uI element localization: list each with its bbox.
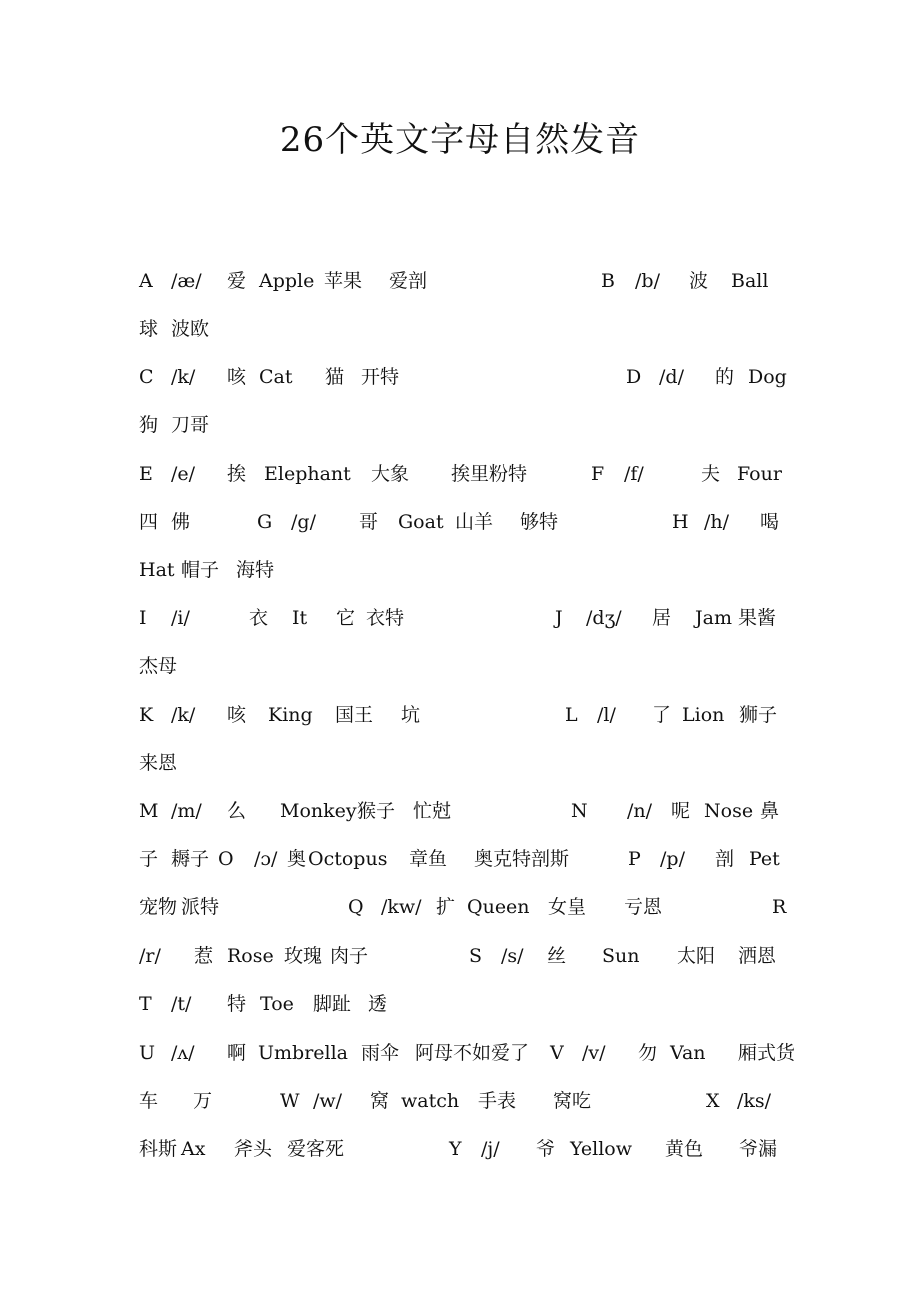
text-token: Nose — [704, 800, 754, 822]
text-token: /n/ — [627, 800, 653, 822]
text-token: 奥克特剖斯 — [474, 848, 570, 870]
text-token: 宠物 — [139, 896, 178, 918]
text-token: 勿 — [638, 1042, 658, 1064]
text-token: /ks/ — [737, 1090, 772, 1112]
text-token: 够特 — [520, 511, 559, 533]
text-token: 厢式货 — [738, 1042, 796, 1064]
text-token: 女皇 — [548, 896, 587, 918]
text-token: 波欧 — [171, 318, 210, 340]
text-token: U — [139, 1042, 156, 1064]
text-token: 章鱼 — [409, 848, 448, 870]
text-token: 太阳 — [677, 945, 716, 967]
text-token: 亏恩 — [624, 896, 663, 918]
text-line — [139, 989, 781, 1019]
text-token: T — [139, 993, 152, 1015]
text-token: Apple — [259, 270, 315, 292]
text-token: 杰母 — [139, 655, 178, 677]
text-token: /i/ — [171, 607, 190, 629]
text-token: /k/ — [171, 366, 196, 388]
text-token: Monkey — [280, 800, 357, 822]
text-line — [139, 314, 781, 344]
text-token: 派特 — [181, 896, 220, 918]
text-token: Van — [670, 1042, 706, 1064]
text-token: N — [571, 800, 588, 822]
text-line — [139, 892, 787, 922]
text-token: 车 — [139, 1090, 159, 1112]
text-token: 狗 — [139, 414, 159, 436]
text-token: P — [628, 848, 641, 870]
text-token: It — [292, 607, 308, 629]
text-token: /h/ — [704, 511, 730, 533]
text-token: 爷漏 — [739, 1138, 778, 1160]
text-token: L — [565, 704, 578, 726]
text-token: S — [469, 945, 483, 967]
text-token: /ʌ/ — [171, 1042, 195, 1064]
text-token: 哥 — [359, 511, 379, 533]
text-token: F — [591, 463, 605, 485]
text-line — [139, 941, 781, 971]
text-token: 球 — [139, 318, 159, 340]
text-token: 刀哥 — [171, 414, 210, 436]
text-token: Cat — [259, 366, 293, 388]
text-token: /s/ — [501, 945, 524, 967]
text-token: 惹 — [194, 945, 214, 967]
text-token: B — [601, 270, 615, 292]
text-token: M — [139, 800, 159, 822]
text-token: Jam — [695, 607, 732, 629]
text-token: /b/ — [635, 270, 660, 292]
text-token: 了 — [652, 704, 672, 726]
text-token: 猫 — [325, 366, 345, 388]
text-token: 帽子 — [181, 559, 220, 581]
text-token: 爱 — [227, 270, 247, 292]
text-token: /ɔ/ — [254, 848, 278, 870]
text-line — [139, 1086, 781, 1116]
text-line — [139, 1038, 796, 1068]
text-token: 特 — [227, 993, 247, 1015]
text-token: 剖 — [715, 848, 735, 870]
text-token: 波 — [689, 270, 709, 292]
text-token: 来恩 — [139, 752, 178, 774]
text-line — [139, 266, 781, 296]
text-token: Hat — [139, 559, 175, 581]
text-token: 咳 — [227, 366, 247, 388]
text-token: Yellow — [570, 1138, 632, 1160]
text-token: watch — [401, 1090, 460, 1112]
text-token: 佛 — [171, 511, 191, 533]
text-token: Lion — [682, 704, 725, 726]
text-token: /k/ — [171, 704, 196, 726]
text-token: 衣 — [249, 607, 269, 629]
text-token: G — [257, 511, 273, 533]
text-token: 挨 — [227, 463, 247, 485]
text-line — [139, 700, 781, 730]
text-token: 扩 — [436, 896, 456, 918]
text-token: I — [139, 607, 147, 629]
text-line — [139, 459, 781, 489]
text-token: K — [139, 704, 154, 726]
text-token: A — [139, 270, 153, 292]
text-token: /g/ — [291, 511, 316, 533]
text-token: King — [268, 704, 313, 726]
text-token: 居 — [652, 607, 672, 629]
text-token: Four — [737, 463, 782, 485]
text-token: 衣特 — [366, 607, 405, 629]
text-token: /r/ — [139, 945, 161, 967]
text-token: /t/ — [171, 993, 192, 1015]
text-token: Ball — [731, 270, 769, 292]
text-token: Sun — [602, 945, 640, 967]
text-token: Toe — [260, 993, 294, 1015]
text-token: 苹果 — [324, 270, 363, 292]
text-token: 坑 — [401, 704, 421, 726]
text-token: Dog — [748, 366, 787, 388]
text-token: 国王 — [335, 704, 374, 726]
text-token: /kw/ — [381, 896, 422, 918]
text-token: 山羊 — [455, 511, 494, 533]
text-line — [139, 748, 781, 778]
text-token: 果酱 — [738, 607, 777, 629]
text-token: 万 — [193, 1090, 213, 1112]
text-token: /dʒ/ — [586, 607, 622, 629]
text-token: 猴子 — [357, 800, 396, 822]
text-token: 奥 — [287, 848, 307, 870]
text-line — [139, 651, 781, 681]
text-token: 丝 — [547, 945, 567, 967]
text-token: 肉子 — [330, 945, 369, 967]
text-token: 呢 — [671, 800, 691, 822]
text-token: E — [139, 463, 153, 485]
text-token: 么 — [227, 800, 247, 822]
text-token: 科斯 — [139, 1138, 178, 1160]
text-token: 它 — [336, 607, 356, 629]
text-token: D — [626, 366, 642, 388]
text-token: 大象 — [371, 463, 410, 485]
text-token: 忙尅 — [413, 800, 452, 822]
text-token: Octopus — [308, 848, 388, 870]
text-line — [139, 844, 781, 874]
text-token: Q — [348, 896, 364, 918]
text-token: /l/ — [597, 704, 616, 726]
text-token: Goat — [398, 511, 444, 533]
text-token: 洒恩 — [738, 945, 777, 967]
text-token: 窝 — [370, 1090, 390, 1112]
text-line — [139, 555, 781, 585]
text-token: 挨里粉特 — [451, 463, 528, 485]
text-token: V — [550, 1042, 564, 1064]
text-token: Umbrella — [258, 1042, 348, 1064]
text-token: J — [555, 607, 563, 629]
text-line — [139, 410, 781, 440]
text-token: 四 — [139, 511, 159, 533]
text-token: 夫 — [701, 463, 721, 485]
text-line — [139, 1134, 781, 1164]
text-token: 爷 — [536, 1138, 556, 1160]
text-token: 啊 — [227, 1042, 247, 1064]
text-token: 手表 — [478, 1090, 517, 1112]
text-token: 爱客死 — [287, 1138, 345, 1160]
text-token: 玫瑰 — [284, 945, 323, 967]
text-token: 爱剖 — [389, 270, 428, 292]
text-token: /v/ — [582, 1042, 606, 1064]
text-token: X — [706, 1090, 720, 1112]
page-title: 26个英文字母自然发音 — [279, 120, 641, 160]
text-token: 的 — [715, 366, 735, 388]
text-line — [139, 362, 787, 392]
text-token: 斧头 — [234, 1138, 273, 1160]
text-token: 喝 — [760, 511, 780, 533]
text-token: C — [139, 366, 154, 388]
text-token: Elephant — [264, 463, 351, 485]
text-token: 阿母不如爱了 — [415, 1042, 530, 1064]
text-token: 海特 — [236, 559, 275, 581]
text-token: 开特 — [361, 366, 400, 388]
text-line — [139, 796, 781, 826]
text-token: 雨伞 — [361, 1042, 400, 1064]
text-token: 透 — [368, 993, 388, 1015]
text-token: 鼻 — [760, 800, 780, 822]
text-token: /d/ — [659, 366, 684, 388]
text-token: /e/ — [171, 463, 196, 485]
text-token: 子 — [139, 848, 159, 870]
text-token: /f/ — [624, 463, 644, 485]
text-token: /p/ — [660, 848, 685, 870]
text-token: /m/ — [171, 800, 202, 822]
text-token: Queen — [467, 896, 530, 918]
text-token: Y — [449, 1138, 462, 1160]
text-token: W — [280, 1090, 300, 1112]
text-token: H — [672, 511, 689, 533]
text-line — [139, 603, 781, 633]
text-token: 脚趾 — [313, 993, 352, 1015]
text-token: 狮子 — [739, 704, 778, 726]
text-token: /j/ — [481, 1138, 500, 1160]
text-token: Rose — [227, 945, 274, 967]
text-token: 耨子 — [171, 848, 210, 870]
text-token: 黄色 — [665, 1138, 704, 1160]
text-token: R — [772, 896, 787, 918]
text-token: Pet — [749, 848, 780, 870]
text-line — [139, 507, 781, 537]
text-token: O — [218, 848, 234, 870]
text-token: 咳 — [227, 704, 247, 726]
text-token: 窝吃 — [553, 1090, 592, 1112]
text-token: Ax — [181, 1138, 206, 1160]
text-token: /æ/ — [171, 270, 202, 292]
text-token: /w/ — [313, 1090, 343, 1112]
